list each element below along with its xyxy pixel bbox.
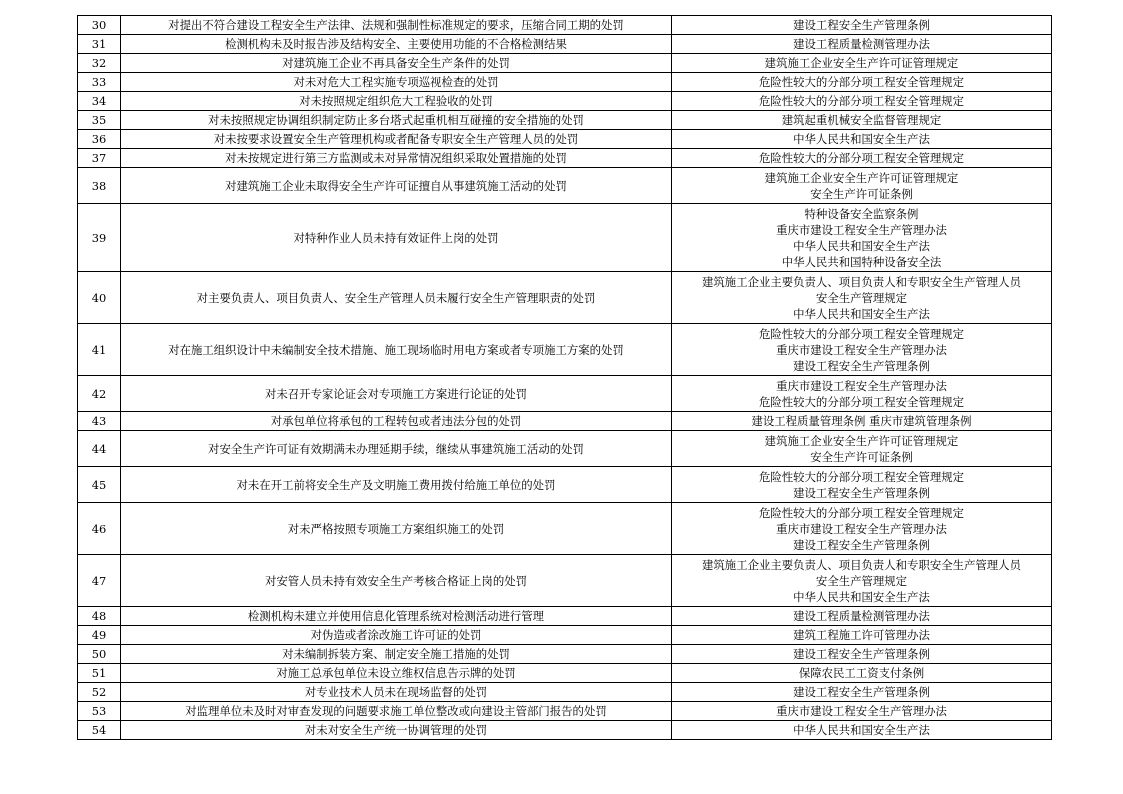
legal-basis-line: 建筑施工企业安全生产许可证管理规定 (764, 56, 959, 70)
legal-basis-line: 建设工程安全生产管理条例 (793, 358, 930, 373)
table-row (78, 54, 1052, 73)
legal-basis-cell (672, 204, 1052, 272)
row-number: 50 (78, 645, 121, 664)
table-row (78, 607, 1052, 626)
legal-basis-line: 中华人民共和国安全生产法 (793, 589, 930, 604)
legal-basis-line: 危险性较大的分部分项工程安全管理规定 (758, 326, 965, 341)
legal-basis-line: 特种设备安全监察条例 (804, 206, 919, 221)
legal-basis-line: 建设工程安全生产管理条例 (793, 647, 930, 661)
penalty-description: 对未按规定进行第三方监测或未对异常情况组织采取处置措施的处罚 (121, 149, 672, 168)
penalty-description: 对在施工组织设计中未编制安全技术措施、施工现场临时用电方案或者专项施工方案的处罚 (121, 324, 672, 376)
row-number: 41 (78, 324, 121, 376)
table-row (78, 92, 1052, 111)
row-number: 34 (78, 92, 121, 111)
penalty-description: 对承包单位将承包的工程转包或者违法分包的处罚 (121, 412, 672, 431)
row-number: 31 (78, 35, 121, 54)
legal-basis-line: 中华人民共和国安全生产法 (793, 132, 930, 146)
row-number: 35 (78, 111, 121, 130)
table-row (78, 412, 1052, 431)
legal-basis-cell (672, 168, 1052, 204)
legal-basis-line: 建筑起重机械安全监督管理规定 (781, 113, 942, 127)
row-number: 33 (78, 73, 121, 92)
penalty-description: 对未按要求设置安全生产管理机构或者配备专职安全生产管理人员的处罚 (121, 130, 672, 149)
penalty-description: 对建筑施工企业不再具备安全生产条件的处罚 (121, 54, 672, 73)
legal-basis-cell (672, 54, 1052, 73)
legal-basis-cell (672, 645, 1052, 664)
table-row (78, 204, 1052, 272)
legal-basis-line: 中华人民共和国安全生产法 (793, 238, 930, 253)
table-row (78, 130, 1052, 149)
row-number: 37 (78, 149, 121, 168)
row-number: 38 (78, 168, 121, 204)
legal-basis-cell (672, 431, 1052, 467)
table-row (78, 168, 1052, 204)
row-number: 30 (78, 16, 121, 35)
penalty-description: 对未对安全生产统一协调管理的处罚 (121, 721, 672, 740)
table-row (78, 376, 1052, 412)
row-number: 39 (78, 204, 121, 272)
penalty-description: 对监理单位未及时对审查发现的问题要求施工单位整改或向建设主管部门报告的处罚 (121, 702, 672, 721)
table-row (78, 16, 1052, 35)
legal-basis-line: 建设工程质量检测管理办法 (793, 37, 930, 51)
penalty-description: 对施工总承包单位未设立维权信息告示牌的处罚 (121, 664, 672, 683)
legal-basis-line: 建设工程安全生产管理条例 (793, 485, 930, 500)
row-number: 43 (78, 412, 121, 431)
legal-basis-line: 中华人民共和国特种设备安全法 (781, 254, 942, 269)
legal-basis-line: 安全生产管理规定 (815, 290, 908, 305)
legal-basis-cell (672, 111, 1052, 130)
legal-basis-line: 危险性较大的分部分项工程安全管理规定 (758, 151, 965, 165)
legal-basis-cell (672, 664, 1052, 683)
legal-basis-cell (672, 555, 1052, 607)
legal-basis-line: 中华人民共和国安全生产法 (793, 306, 930, 321)
legal-basis-line: 安全生产许可证条例 (810, 449, 913, 464)
table-row (78, 503, 1052, 555)
penalty-description: 对未召开专家论证会对专项施工方案进行论证的处罚 (121, 376, 672, 412)
legal-basis-line: 危险性较大的分部分项工程安全管理规定 (758, 394, 965, 409)
penalty-description: 对未在开工前将安全生产及文明施工费用拨付给施工单位的处罚 (121, 467, 672, 503)
legal-basis-cell (672, 607, 1052, 626)
penalty-description: 对安全生产许可证有效期满未办理延期手续，继续从事建筑施工活动的处罚 (121, 431, 672, 467)
penalty-description: 对提出不符合建设工程安全生产法律、法规和强制性标准规定的要求，压缩合同工期的处罚 (121, 16, 672, 35)
row-number: 48 (78, 607, 121, 626)
legal-basis-cell (672, 626, 1052, 645)
penalty-table (77, 15, 1052, 740)
legal-basis-cell (672, 149, 1052, 168)
row-number: 44 (78, 431, 121, 467)
legal-basis-cell (672, 702, 1052, 721)
legal-basis-line: 危险性较大的分部分项工程安全管理规定 (758, 505, 965, 520)
table-row (78, 35, 1052, 54)
table-row (78, 324, 1052, 376)
legal-basis-line: 重庆市建设工程安全生产管理办法 (776, 521, 947, 536)
row-number: 40 (78, 272, 121, 324)
legal-basis-cell (672, 324, 1052, 376)
row-number: 42 (78, 376, 121, 412)
legal-basis-line: 建设工程安全生产管理条例 (793, 537, 930, 552)
penalty-table-body (78, 16, 1052, 740)
table-row (78, 664, 1052, 683)
table-row (78, 149, 1052, 168)
legal-basis-cell (672, 721, 1052, 740)
legal-basis-line: 危险性较大的分部分项工程安全管理规定 (758, 94, 965, 108)
legal-basis-line: 中华人民共和国安全生产法 (793, 723, 930, 737)
legal-basis-line: 安全生产管理规定 (815, 573, 908, 588)
legal-basis-cell (672, 35, 1052, 54)
row-number: 49 (78, 626, 121, 645)
legal-basis-line: 保障农民工工资支付条例 (798, 666, 925, 680)
legal-basis-line: 建筑施工企业安全生产许可证管理规定 (764, 433, 959, 448)
legal-basis-line: 建设工程质量检测管理办法 (793, 609, 930, 623)
legal-basis-line: 安全生产许可证条例 (810, 186, 913, 201)
legal-basis-line: 建筑施工企业安全生产许可证管理规定 (764, 170, 959, 185)
legal-basis-cell (672, 92, 1052, 111)
table-row (78, 683, 1052, 702)
row-number: 54 (78, 721, 121, 740)
legal-basis-line: 危险性较大的分部分项工程安全管理规定 (758, 469, 965, 484)
legal-basis-line: 建筑工程施工许可管理办法 (793, 628, 930, 642)
penalty-description: 检测机构未及时报告涉及结构安全、主要使用功能的不合格检测结果 (121, 35, 672, 54)
penalty-description: 对安管人员未持有效安全生产考核合格证上岗的处罚 (121, 555, 672, 607)
table-row (78, 467, 1052, 503)
legal-basis-line: 建筑施工企业主要负责人、项目负责人和专职安全生产管理人员 (702, 557, 1021, 572)
legal-basis-line: 建设工程安全生产管理条例 (793, 685, 930, 699)
penalty-description: 对未严格按照专项施工方案组织施工的处罚 (121, 503, 672, 555)
penalty-description: 对特种作业人员未持有效证件上岗的处罚 (121, 204, 672, 272)
penalty-description: 对未对危大工程实施专项巡视检查的处罚 (121, 73, 672, 92)
legal-basis-cell (672, 272, 1052, 324)
legal-basis-cell (672, 73, 1052, 92)
table-row (78, 73, 1052, 92)
penalty-description: 对专业技术人员未在现场监督的处罚 (121, 683, 672, 702)
legal-basis-line: 重庆市建设工程安全生产管理办法 (776, 222, 947, 237)
table-row (78, 555, 1052, 607)
legal-basis-cell (672, 467, 1052, 503)
legal-basis-line: 建设工程安全生产管理条例 (793, 18, 930, 32)
row-number: 52 (78, 683, 121, 702)
penalty-description: 对未按照规定协调组织制定防止多台塔式起重机相互碰撞的安全措施的处罚 (121, 111, 672, 130)
legal-basis-line: 重庆市建设工程安全生产管理办法 (776, 342, 947, 357)
penalty-description: 对未编制拆装方案、制定安全施工措施的处罚 (121, 645, 672, 664)
row-number: 32 (78, 54, 121, 73)
row-number: 36 (78, 130, 121, 149)
table-row (78, 626, 1052, 645)
legal-basis-cell (672, 683, 1052, 702)
legal-basis-cell (672, 130, 1052, 149)
legal-basis-line: 建设工程质量管理条例 重庆市建筑管理条例 (751, 414, 972, 428)
row-number: 45 (78, 467, 121, 503)
legal-basis-cell (672, 503, 1052, 555)
penalty-description: 对主要负责人、项目负责人、安全生产管理人员未履行安全生产管理职责的处罚 (121, 272, 672, 324)
row-number: 51 (78, 664, 121, 683)
legal-basis-line: 危险性较大的分部分项工程安全管理规定 (758, 75, 965, 89)
table-row (78, 272, 1052, 324)
row-number: 47 (78, 555, 121, 607)
legal-basis-line: 重庆市建设工程安全生产管理办法 (776, 704, 947, 718)
legal-basis-line: 重庆市建设工程安全生产管理办法 (776, 378, 947, 393)
legal-basis-cell (672, 412, 1052, 431)
penalty-description: 对伪造或者涂改施工许可证的处罚 (121, 626, 672, 645)
table-row (78, 431, 1052, 467)
legal-basis-line: 建筑施工企业主要负责人、项目负责人和专职安全生产管理人员 (702, 274, 1021, 289)
table-row (78, 702, 1052, 721)
row-number: 46 (78, 503, 121, 555)
penalty-description: 对建筑施工企业未取得安全生产许可证擅自从事建筑施工活动的处罚 (121, 168, 672, 204)
table-row (78, 645, 1052, 664)
legal-basis-cell (672, 376, 1052, 412)
penalty-description: 检测机构未建立并使用信息化管理系统对检测活动进行管理 (121, 607, 672, 626)
row-number: 53 (78, 702, 121, 721)
table-row (78, 111, 1052, 130)
table-row (78, 721, 1052, 740)
legal-basis-cell (672, 16, 1052, 35)
penalty-description: 对未按照规定组织危大工程验收的处罚 (121, 92, 672, 111)
